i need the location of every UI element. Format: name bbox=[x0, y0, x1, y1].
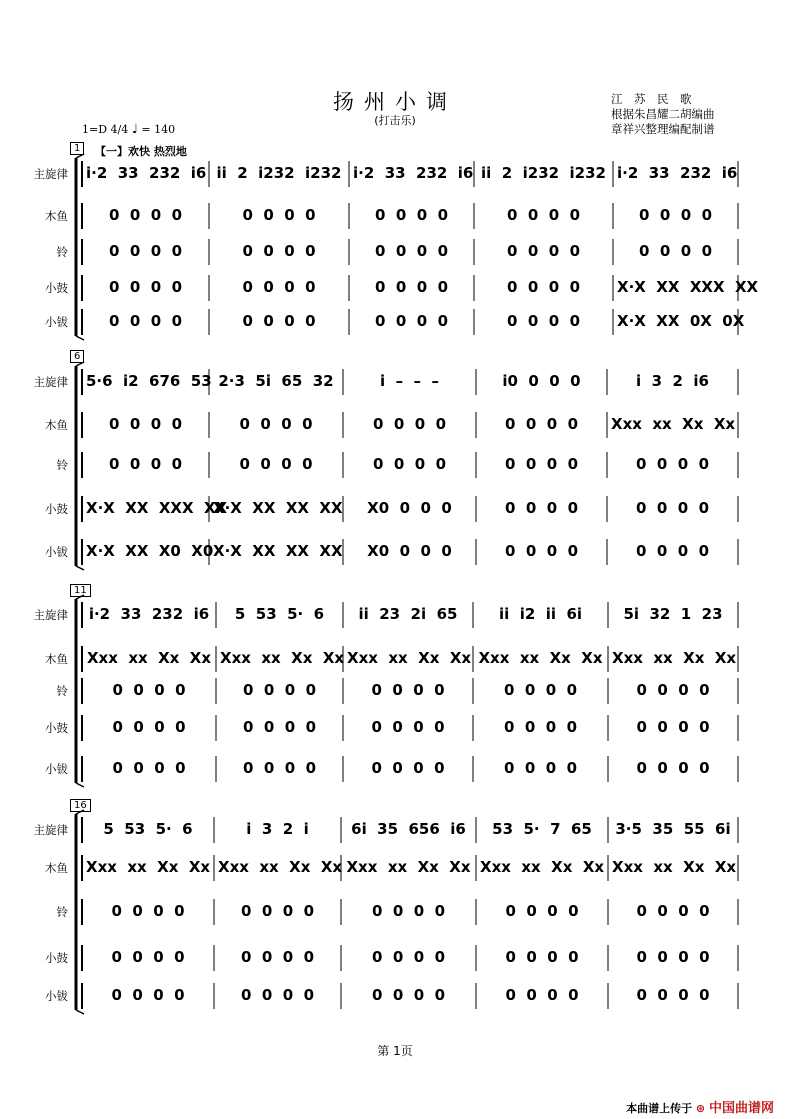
measure-cell: 5 53 5· 6 bbox=[103, 820, 193, 838]
measure-cell: 0 0 0 0 bbox=[242, 242, 316, 260]
measure-cell: 0 0 0 0 bbox=[503, 759, 578, 777]
measure-cell: Xxx xx Xx Xx bbox=[220, 649, 345, 667]
credit-origin: 江 苏 民 歌 bbox=[611, 92, 692, 106]
site-brand: 中国曲谱网 bbox=[708, 1101, 774, 1116]
measure-cell: Xxx xx Xx Xx bbox=[478, 649, 603, 667]
measure-cell: Xxx xx Xx Xx bbox=[480, 858, 605, 876]
measure-cell: 0 0 0 0 bbox=[371, 948, 446, 966]
instrument-label: 小钹 bbox=[45, 315, 68, 329]
instrument-label: 主旋律 bbox=[33, 375, 68, 389]
measure-cell: 0 0 0 0 bbox=[636, 902, 710, 920]
measure-cell: Xxx xx Xx Xx bbox=[612, 649, 737, 667]
measure-cell: ii 23 2i 65 bbox=[358, 605, 458, 623]
measure-cell: 0 0 0 0 bbox=[504, 455, 579, 473]
page-number: 第 1页 bbox=[377, 1044, 413, 1058]
measure-cell: X0 0 0 0 bbox=[367, 542, 452, 560]
measure-cell: 0 0 0 0 bbox=[503, 681, 578, 699]
measure-cell: 0 0 0 0 bbox=[111, 902, 185, 920]
measure-cell: 0 0 0 0 bbox=[371, 986, 446, 1004]
credit-editor: 章祥兴整理编配制谱 bbox=[611, 122, 715, 136]
measure-cell: ii i2 ii 6i bbox=[498, 605, 583, 623]
measure-cell: 0 0 0 0 bbox=[505, 902, 579, 920]
instrument-label: 主旋律 bbox=[33, 608, 68, 622]
measure-cell: 0 0 0 0 bbox=[111, 948, 185, 966]
measure-cell: 0 0 0 0 bbox=[636, 986, 710, 1004]
measure-cell: X·X XX X0 X0 bbox=[86, 542, 214, 560]
measure-cell: 0 0 0 0 bbox=[371, 681, 445, 699]
measure-cell: 0 0 0 0 bbox=[108, 278, 183, 296]
measure-cell: 0 0 0 0 bbox=[239, 455, 313, 473]
measure-cell: 0 0 0 0 bbox=[506, 242, 581, 260]
measure-cell: 0 0 0 0 bbox=[506, 206, 581, 224]
bracket-hook-bottom bbox=[76, 783, 84, 787]
measure-cell: 0 0 0 0 bbox=[239, 415, 313, 433]
measure-cell: 0 0 0 0 bbox=[242, 759, 317, 777]
measure-cell: 5·6 i2 676 53 bbox=[86, 372, 212, 390]
instrument-label: 木鱼 bbox=[45, 418, 68, 432]
instrument-label: 小钹 bbox=[45, 989, 68, 1003]
instrument-label: 小鼓 bbox=[45, 951, 68, 965]
measure-cell: 0 0 0 0 bbox=[240, 902, 315, 920]
instrument-label: 木鱼 bbox=[45, 209, 68, 223]
measure-cell: i·2 33 232 i6 bbox=[617, 164, 738, 182]
measure-cell: 0 0 0 0 bbox=[111, 986, 185, 1004]
measure-cell: 0 0 0 0 bbox=[638, 206, 713, 224]
bracket-hook-bottom bbox=[76, 1010, 84, 1014]
score-subtitle: (打击乐) bbox=[374, 114, 416, 127]
measure-cell: 0 0 0 0 bbox=[636, 681, 710, 699]
measure-cell: i 3 2 i bbox=[246, 820, 309, 838]
measure-cell: Xxx xx Xx Xx bbox=[86, 858, 211, 876]
measure-number: 1 bbox=[70, 142, 84, 155]
instrument-label: 小鼓 bbox=[45, 281, 68, 295]
measure-cell: 0 0 0 0 bbox=[505, 948, 579, 966]
measure-cell: 0 0 0 0 bbox=[635, 455, 710, 473]
upload-footer bbox=[626, 1097, 774, 1116]
bpm-value: = 140 bbox=[141, 123, 176, 136]
quarter-note-icon: ♩ bbox=[131, 122, 138, 137]
measure-cell: 0 0 0 0 bbox=[108, 312, 183, 330]
footer-text: 本曲谱上传于 bbox=[626, 1102, 693, 1115]
measure-cell: 0 0 0 0 bbox=[638, 242, 713, 260]
measure-cell: 6i 35 656 i6 bbox=[351, 820, 466, 838]
measure-cell: 0 0 0 0 bbox=[636, 759, 710, 777]
measure-cell: 0 0 0 0 bbox=[242, 718, 317, 736]
measure-cell: X0 0 0 0 bbox=[367, 499, 452, 517]
measure-cell: 0 0 0 0 bbox=[108, 415, 183, 433]
instrument-label: 主旋律 bbox=[33, 167, 68, 181]
measure-cell: 0 0 0 0 bbox=[374, 242, 449, 260]
measure-cell: 0 0 0 0 bbox=[374, 278, 449, 296]
measure-cell: Xxx xx Xx Xx bbox=[612, 858, 737, 876]
measure-cell: 0 0 0 0 bbox=[112, 759, 186, 777]
measure-cell: X·X XX XXX XX bbox=[86, 499, 228, 517]
credit-arranger: 根据朱昌耀二胡编曲 bbox=[611, 107, 715, 121]
measure-cell: 0 0 0 0 bbox=[635, 542, 710, 560]
measure-cell: 0 0 0 0 bbox=[504, 542, 579, 560]
measure-cell: 0 0 0 0 bbox=[112, 718, 186, 736]
measure-cell: 0 0 0 0 bbox=[108, 206, 183, 224]
measure-cell: 0 0 0 0 bbox=[372, 455, 447, 473]
measure-cell: 0 0 0 0 bbox=[108, 242, 183, 260]
bracket-hook-bottom bbox=[76, 566, 84, 570]
measure-cell: 0 0 0 0 bbox=[240, 948, 315, 966]
bracket-hook-bottom bbox=[76, 336, 84, 340]
measure-cell: 0 0 0 0 bbox=[108, 455, 183, 473]
instrument-label: 木鱼 bbox=[45, 652, 68, 666]
instrument-label: 小鼓 bbox=[45, 502, 68, 516]
measure-cell: 0 0 0 0 bbox=[242, 206, 316, 224]
measure-number: 6 bbox=[70, 350, 84, 363]
measure-cell: i 3 2 i6 bbox=[636, 372, 709, 390]
measure-cell: Xxx xx Xx Xx bbox=[346, 858, 471, 876]
measure-cell: 0 0 0 0 bbox=[371, 759, 445, 777]
measure-cell: 0 0 0 0 bbox=[635, 499, 710, 517]
measure-cell: 0 0 0 0 bbox=[371, 718, 445, 736]
measure-cell: 0 0 0 0 bbox=[504, 415, 579, 433]
instrument-label: 铃 bbox=[56, 905, 68, 919]
measure-cell: 0 0 0 0 bbox=[506, 278, 581, 296]
measure-cell: 0 0 0 0 bbox=[240, 986, 315, 1004]
measure-number: 11 bbox=[70, 584, 91, 597]
measure-cell: i0 0 0 0 bbox=[502, 372, 581, 390]
measure-cell: 5 53 5· 6 bbox=[234, 605, 325, 623]
measure-cell: 53 5· 7 65 bbox=[492, 820, 592, 838]
measure-cell: 2·3 5i 65 32 bbox=[218, 372, 334, 390]
measure-cell: 0 0 0 0 bbox=[504, 499, 579, 517]
measure-cell: Xxx xx Xx Xx bbox=[347, 649, 472, 667]
measure-cell: X·X XX XX XX bbox=[213, 542, 343, 560]
instrument-label: 小钹 bbox=[45, 762, 68, 776]
key-signature: 1=D 4/4 bbox=[82, 123, 129, 136]
measure-cell: i·2 33 232 i6 bbox=[86, 164, 207, 182]
measure-cell: 0 0 0 0 bbox=[242, 681, 317, 699]
measure-cell: ii 2 i232 i232 bbox=[481, 164, 606, 182]
measure-cell: 0 0 0 0 bbox=[506, 312, 581, 330]
measure-cell: 0 0 0 0 bbox=[242, 312, 316, 330]
measure-cell: Xxx xx Xx Xx bbox=[86, 649, 212, 667]
measure-cell: i – – – bbox=[380, 372, 439, 390]
measure-cell: 0 0 0 0 bbox=[636, 948, 710, 966]
measure-cell: 0 0 0 0 bbox=[505, 986, 579, 1004]
measure-cell: 0 0 0 0 bbox=[112, 681, 186, 699]
measure-cell: i·2 33 232 i6 bbox=[88, 605, 210, 623]
measure-cell: 0 0 0 0 bbox=[636, 718, 710, 736]
measure-cell: Xxx xx Xx Xx bbox=[218, 858, 343, 876]
measure-cell: X·X XX XX XX bbox=[213, 499, 343, 517]
instrument-label: 主旋律 bbox=[33, 823, 68, 837]
score-title: 扬州小调 bbox=[333, 90, 457, 114]
site-logo-icon: ⊛ bbox=[695, 1102, 706, 1115]
measure-cell: 0 0 0 0 bbox=[374, 206, 449, 224]
instrument-label: 木鱼 bbox=[45, 861, 68, 875]
instrument-label: 铃 bbox=[56, 458, 68, 472]
measure-cell: i·2 33 232 i6 bbox=[353, 164, 474, 182]
measure-cell: 0 0 0 0 bbox=[242, 278, 316, 296]
measure-cell: 5i 32 1 23 bbox=[623, 605, 723, 623]
measure-cell: 3·5 35 55 6i bbox=[615, 820, 731, 838]
measure-cell: X·X XX XXX XX bbox=[617, 278, 759, 296]
measure-number: 16 bbox=[70, 799, 91, 812]
measure-cell: Xxx xx Xx Xx bbox=[611, 415, 736, 433]
measure-cell: 0 0 0 0 bbox=[371, 902, 446, 920]
instrument-label: 小钹 bbox=[45, 545, 68, 559]
instrument-label: 铃 bbox=[56, 684, 68, 698]
measure-cell: 0 0 0 0 bbox=[503, 718, 578, 736]
instrument-label: 小鼓 bbox=[45, 721, 68, 735]
measure-cell: ii 2 i232 i232 bbox=[216, 164, 342, 182]
instrument-label: 铃 bbox=[56, 245, 68, 259]
measure-cell: 0 0 0 0 bbox=[374, 312, 449, 330]
measure-cell: X·X XX 0X 0X bbox=[617, 312, 745, 330]
section-label: 【一】欢快 热烈地 bbox=[95, 145, 187, 158]
measure-cell: 0 0 0 0 bbox=[372, 415, 447, 433]
